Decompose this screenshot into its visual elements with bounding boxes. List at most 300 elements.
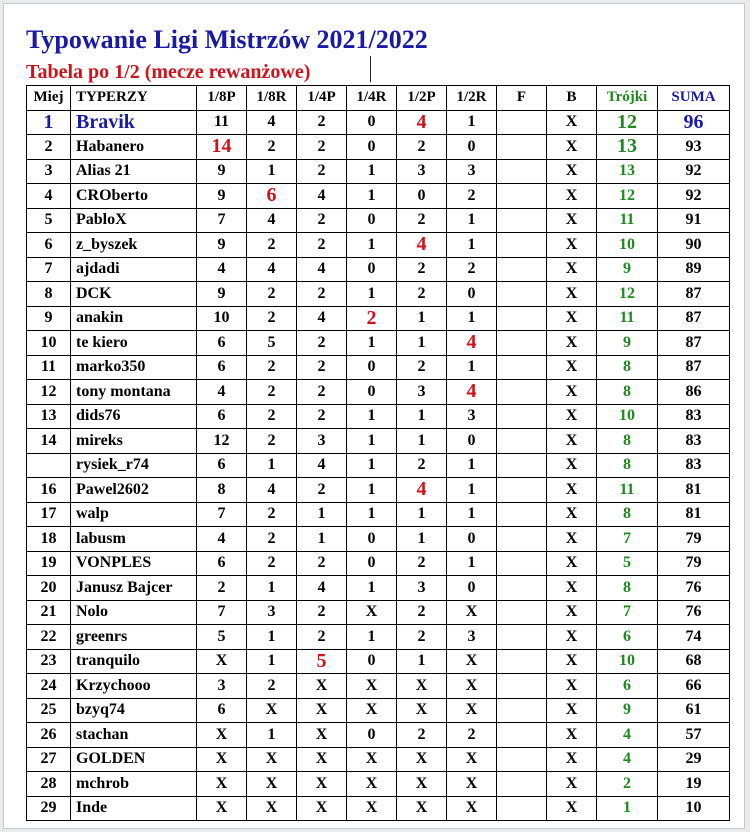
cell-trojki: 6 [597, 625, 658, 650]
table-row [27, 649, 730, 674]
cell-18p: 6 [197, 331, 247, 356]
table-row [27, 698, 730, 723]
cell-trojki: 10 [597, 233, 658, 258]
cell-b: X [547, 772, 597, 797]
header-trojki: Trójki [597, 86, 658, 111]
cell-suma: 79 [658, 527, 730, 552]
cell-14p: 2 [297, 625, 347, 650]
table-row [27, 747, 730, 772]
cell-18r: 5 [247, 331, 297, 356]
cell-14p: 2 [297, 404, 347, 429]
header-12r: 1/2R [447, 86, 497, 111]
cell-b: X [547, 453, 597, 478]
cell-b: X [547, 331, 597, 356]
table-row [27, 208, 730, 233]
cell-b: X [547, 282, 597, 307]
cell-14p: 2 [297, 110, 347, 135]
cell-18r: 1 [247, 159, 297, 184]
cell-suma: 93 [658, 135, 730, 160]
cell-f [497, 551, 547, 576]
cell-12r: 2 [447, 257, 497, 282]
cell-12r: X [447, 674, 497, 699]
cell-18p: 6 [197, 698, 247, 723]
cell-14p: 2 [297, 282, 347, 307]
cell-18r: 1 [247, 723, 297, 748]
cell-suma: 81 [658, 502, 730, 527]
cell-14r: 1 [347, 625, 397, 650]
cell-trojki: 4 [597, 747, 658, 772]
cell-b: X [547, 257, 597, 282]
cell-12r: X [447, 772, 497, 797]
cell-typer: labusm [71, 527, 197, 552]
table-row [27, 184, 730, 209]
table-row [27, 331, 730, 356]
cell-suma: 81 [658, 478, 730, 503]
cell-12r: 1 [447, 306, 497, 331]
cell-suma: 83 [658, 453, 730, 478]
cell-18r: X [247, 698, 297, 723]
cell-18p: 14 [197, 135, 247, 160]
cell-b: X [547, 576, 597, 601]
cell-18r: X [247, 796, 297, 821]
cell-rank: 18 [27, 527, 71, 552]
cell-18p: 10 [197, 306, 247, 331]
table-row [27, 796, 730, 821]
cell-f [497, 404, 547, 429]
cell-typer: PabloX [71, 208, 197, 233]
table-row [27, 135, 730, 160]
cell-rank: 13 [27, 404, 71, 429]
cell-b: X [547, 625, 597, 650]
table-row [27, 380, 730, 405]
cell-f [497, 502, 547, 527]
cell-suma: 83 [658, 429, 730, 454]
cell-12r: 1 [447, 478, 497, 503]
cell-12p: X [397, 796, 447, 821]
cell-trojki: 7 [597, 527, 658, 552]
cell-b: X [547, 135, 597, 160]
cell-b: X [547, 478, 597, 503]
cell-f [497, 159, 547, 184]
cell-rank: 7 [27, 257, 71, 282]
cell-f [497, 723, 547, 748]
cell-b: X [547, 110, 597, 135]
cell-12r: 1 [447, 551, 497, 576]
header-suma: SUMA [658, 86, 730, 111]
cell-rank: 17 [27, 502, 71, 527]
cell-18r: 2 [247, 282, 297, 307]
cell-rank: 12 [27, 380, 71, 405]
cell-suma: 76 [658, 576, 730, 601]
cell-suma: 57 [658, 723, 730, 748]
cell-14p: 3 [297, 429, 347, 454]
cell-18p: 6 [197, 404, 247, 429]
cell-18p: 12 [197, 429, 247, 454]
cell-12p: 4 [397, 110, 447, 135]
cell-12r: 1 [447, 233, 497, 258]
cell-12r: 2 [447, 184, 497, 209]
standings-table [26, 85, 730, 821]
cell-18p: 3 [197, 674, 247, 699]
cell-trojki: 13 [597, 135, 658, 160]
cell-rank: 20 [27, 576, 71, 601]
cell-f [497, 184, 547, 209]
cell-12p: 2 [397, 600, 447, 625]
cell-14p: 2 [297, 380, 347, 405]
cell-18r: 2 [247, 404, 297, 429]
cell-14r: 0 [347, 110, 397, 135]
table-row [27, 110, 730, 135]
cell-18p: 4 [197, 257, 247, 282]
cell-14r: 0 [347, 355, 397, 380]
cell-suma: 87 [658, 282, 730, 307]
cell-f [497, 208, 547, 233]
cell-trojki: 9 [597, 331, 658, 356]
cell-18p: 6 [197, 551, 247, 576]
cell-14p: 2 [297, 478, 347, 503]
cell-rank: 6 [27, 233, 71, 258]
cell-14p: 2 [297, 208, 347, 233]
table-row [27, 674, 730, 699]
cell-18r: 1 [247, 576, 297, 601]
cell-12r: 0 [447, 135, 497, 160]
cell-14r: 0 [347, 649, 397, 674]
cell-f [497, 576, 547, 601]
table-row [27, 723, 730, 748]
cell-18r: 3 [247, 600, 297, 625]
cell-suma: 91 [658, 208, 730, 233]
cell-14r: 1 [347, 184, 397, 209]
cell-12r: 3 [447, 404, 497, 429]
cell-14p: 4 [297, 453, 347, 478]
cell-14r: 1 [347, 478, 397, 503]
cell-trojki: 4 [597, 723, 658, 748]
cell-18p: X [197, 747, 247, 772]
cell-suma: 68 [658, 649, 730, 674]
cell-typer: Bravik [71, 110, 197, 135]
cell-suma: 87 [658, 331, 730, 356]
cell-18p: X [197, 723, 247, 748]
cell-18p: 7 [197, 502, 247, 527]
cell-18p: 7 [197, 600, 247, 625]
cell-b: X [547, 723, 597, 748]
cell-f [497, 478, 547, 503]
cell-12p: 3 [397, 380, 447, 405]
cell-18p: 5 [197, 625, 247, 650]
cell-14r: 1 [347, 404, 397, 429]
cell-14r: 0 [347, 551, 397, 576]
cell-trojki: 11 [597, 478, 658, 503]
cell-trojki: 10 [597, 404, 658, 429]
cell-b: X [547, 380, 597, 405]
cell-f [497, 306, 547, 331]
table-row [27, 576, 730, 601]
cell-14p: X [297, 772, 347, 797]
text-cursor [370, 56, 371, 82]
cell-14r: 1 [347, 331, 397, 356]
cell-14p: 2 [297, 331, 347, 356]
cell-12p: 1 [397, 429, 447, 454]
header-18p: 1/8P [197, 86, 247, 111]
cell-12r: 4 [447, 380, 497, 405]
cell-rank: 22 [27, 625, 71, 650]
cell-14r: 1 [347, 282, 397, 307]
cell-typer: Pawel2602 [71, 478, 197, 503]
cell-typer: greenrs [71, 625, 197, 650]
table-row [27, 527, 730, 552]
cell-12r: X [447, 649, 497, 674]
cell-typer: Nolo [71, 600, 197, 625]
cell-f [497, 772, 547, 797]
cell-b: X [547, 355, 597, 380]
cell-b: X [547, 649, 597, 674]
cell-b: X [547, 159, 597, 184]
cell-typer: GOLDEN [71, 747, 197, 772]
cell-typer: VONPLES [71, 551, 197, 576]
cell-18p: 4 [197, 527, 247, 552]
cell-f [497, 380, 547, 405]
cell-b: X [547, 404, 597, 429]
cell-rank: 16 [27, 478, 71, 503]
header-14r: 1/4R [347, 86, 397, 111]
table-row [27, 772, 730, 797]
cell-b: X [547, 698, 597, 723]
cell-14p: X [297, 747, 347, 772]
cell-14p: 4 [297, 306, 347, 331]
cell-14r: 0 [347, 527, 397, 552]
cell-14r: 1 [347, 453, 397, 478]
cell-b: X [547, 208, 597, 233]
cell-rank: 27 [27, 747, 71, 772]
cell-12r: 2 [447, 723, 497, 748]
cell-14r: 2 [347, 306, 397, 331]
cell-18r: 4 [247, 257, 297, 282]
cell-trojki: 13 [597, 159, 658, 184]
cell-typer: rysiek_r74 [71, 453, 197, 478]
cell-14r: 1 [347, 429, 397, 454]
cell-suma: 92 [658, 159, 730, 184]
cell-18r: 4 [247, 208, 297, 233]
cell-18r: X [247, 747, 297, 772]
cell-18p: 9 [197, 282, 247, 307]
table-row [27, 453, 730, 478]
cell-trojki: 12 [597, 184, 658, 209]
cell-trojki: 10 [597, 649, 658, 674]
cell-14r: X [347, 674, 397, 699]
cell-12p: X [397, 772, 447, 797]
cell-14p: 4 [297, 257, 347, 282]
cell-18r: 6 [247, 184, 297, 209]
document-page [3, 3, 745, 829]
cell-18p: 6 [197, 355, 247, 380]
cell-18r: 2 [247, 674, 297, 699]
cell-12r: X [447, 747, 497, 772]
header-rank: Miej [27, 86, 71, 111]
cell-typer: tony montana [71, 380, 197, 405]
cell-12p: 1 [397, 331, 447, 356]
cell-typer: te kiero [71, 331, 197, 356]
cell-b: X [547, 600, 597, 625]
cell-18r: 2 [247, 551, 297, 576]
cell-suma: 89 [658, 257, 730, 282]
cell-suma: 96 [658, 110, 730, 135]
cell-suma: 87 [658, 355, 730, 380]
cell-typer: DCK [71, 282, 197, 307]
cell-14p: X [297, 796, 347, 821]
cell-f [497, 649, 547, 674]
page-subtitle: Tabela po 1/2 (mecze rewanżowe) [26, 61, 311, 83]
cell-f [497, 135, 547, 160]
cell-14r: 0 [347, 208, 397, 233]
cell-14p: 4 [297, 184, 347, 209]
cell-18p: 2 [197, 576, 247, 601]
cell-14r: X [347, 698, 397, 723]
cell-12p: 2 [397, 625, 447, 650]
cell-trojki: 11 [597, 306, 658, 331]
cell-trojki: 5 [597, 551, 658, 576]
cell-18r: X [247, 772, 297, 797]
cell-18p: 9 [197, 184, 247, 209]
cell-typer: anakin [71, 306, 197, 331]
cell-trojki: 8 [597, 429, 658, 454]
cell-12p: 2 [397, 551, 447, 576]
cell-f [497, 674, 547, 699]
cell-f [497, 331, 547, 356]
cell-18r: 1 [247, 649, 297, 674]
cell-typer: dids76 [71, 404, 197, 429]
table-row [27, 404, 730, 429]
cell-b: X [547, 551, 597, 576]
cell-14p: 2 [297, 233, 347, 258]
cell-12r: 3 [447, 159, 497, 184]
cell-rank: 11 [27, 355, 71, 380]
cell-rank: 21 [27, 600, 71, 625]
cell-trojki: 8 [597, 576, 658, 601]
cell-12p: 2 [397, 208, 447, 233]
cell-b: X [547, 674, 597, 699]
cell-f [497, 796, 547, 821]
cell-rank: 25 [27, 698, 71, 723]
cell-rank: 14 [27, 429, 71, 454]
cell-typer: stachan [71, 723, 197, 748]
cell-12p: 2 [397, 355, 447, 380]
cell-trojki: 8 [597, 502, 658, 527]
cell-12r: 1 [447, 453, 497, 478]
cell-18r: 4 [247, 478, 297, 503]
cell-12p: 3 [397, 576, 447, 601]
cell-trojki: 6 [597, 674, 658, 699]
cell-14r: 1 [347, 159, 397, 184]
cell-suma: 86 [658, 380, 730, 405]
table-row [27, 478, 730, 503]
cell-b: X [547, 306, 597, 331]
cell-12p: 2 [397, 282, 447, 307]
cell-12p: 1 [397, 527, 447, 552]
table-row [27, 502, 730, 527]
cell-12p: 1 [397, 404, 447, 429]
cell-rank [27, 453, 71, 478]
cell-suma: 87 [658, 306, 730, 331]
cell-trojki: 8 [597, 380, 658, 405]
table-row [27, 429, 730, 454]
cell-f [497, 625, 547, 650]
cell-18p: X [197, 772, 247, 797]
cell-14r: X [347, 796, 397, 821]
cell-18p: X [197, 649, 247, 674]
cell-18r: 2 [247, 306, 297, 331]
cell-suma: 92 [658, 184, 730, 209]
cell-suma: 29 [658, 747, 730, 772]
cell-14r: 0 [347, 723, 397, 748]
cell-rank: 5 [27, 208, 71, 233]
cell-f [497, 282, 547, 307]
header-12p: 1/2P [397, 86, 447, 111]
cell-trojki: 9 [597, 257, 658, 282]
table-row [27, 551, 730, 576]
cell-12p: 3 [397, 159, 447, 184]
cell-rank: 10 [27, 331, 71, 356]
cell-12r: 0 [447, 527, 497, 552]
cell-f [497, 747, 547, 772]
cell-18r: 4 [247, 110, 297, 135]
cell-14r: X [347, 772, 397, 797]
cell-18p: 4 [197, 380, 247, 405]
cell-12r: 0 [447, 576, 497, 601]
cell-rank: 24 [27, 674, 71, 699]
cell-typer: walp [71, 502, 197, 527]
cell-14p: 2 [297, 600, 347, 625]
cell-rank: 28 [27, 772, 71, 797]
cell-12p: X [397, 698, 447, 723]
cell-suma: 61 [658, 698, 730, 723]
cell-12p: 2 [397, 723, 447, 748]
cell-14r: 0 [347, 257, 397, 282]
cell-14r: 0 [347, 135, 397, 160]
cell-trojki: 9 [597, 698, 658, 723]
cell-12r: 1 [447, 208, 497, 233]
header-18r: 1/8R [247, 86, 297, 111]
cell-rank: 2 [27, 135, 71, 160]
cell-12r: 4 [447, 331, 497, 356]
cell-18r: 2 [247, 429, 297, 454]
cell-rank: 8 [27, 282, 71, 307]
cell-18r: 1 [247, 625, 297, 650]
header-row [27, 86, 730, 111]
cell-14r: 1 [347, 233, 397, 258]
cell-typer: z_byszek [71, 233, 197, 258]
cell-14r: X [347, 747, 397, 772]
cell-12p: 0 [397, 184, 447, 209]
cell-14p: 2 [297, 551, 347, 576]
standings-body [27, 110, 730, 821]
cell-suma: 19 [658, 772, 730, 797]
cell-b: X [547, 233, 597, 258]
cell-14p: 1 [297, 527, 347, 552]
cell-suma: 66 [658, 674, 730, 699]
cell-14p: X [297, 723, 347, 748]
cell-suma: 76 [658, 600, 730, 625]
header-b: B [547, 86, 597, 111]
cell-14p: 2 [297, 135, 347, 160]
cell-trojki: 12 [597, 282, 658, 307]
cell-18p: 7 [197, 208, 247, 233]
table-row [27, 282, 730, 307]
cell-trojki: 12 [597, 110, 658, 135]
cell-12r: 1 [447, 355, 497, 380]
cell-14p: X [297, 698, 347, 723]
cell-b: X [547, 502, 597, 527]
cell-suma: 10 [658, 796, 730, 821]
